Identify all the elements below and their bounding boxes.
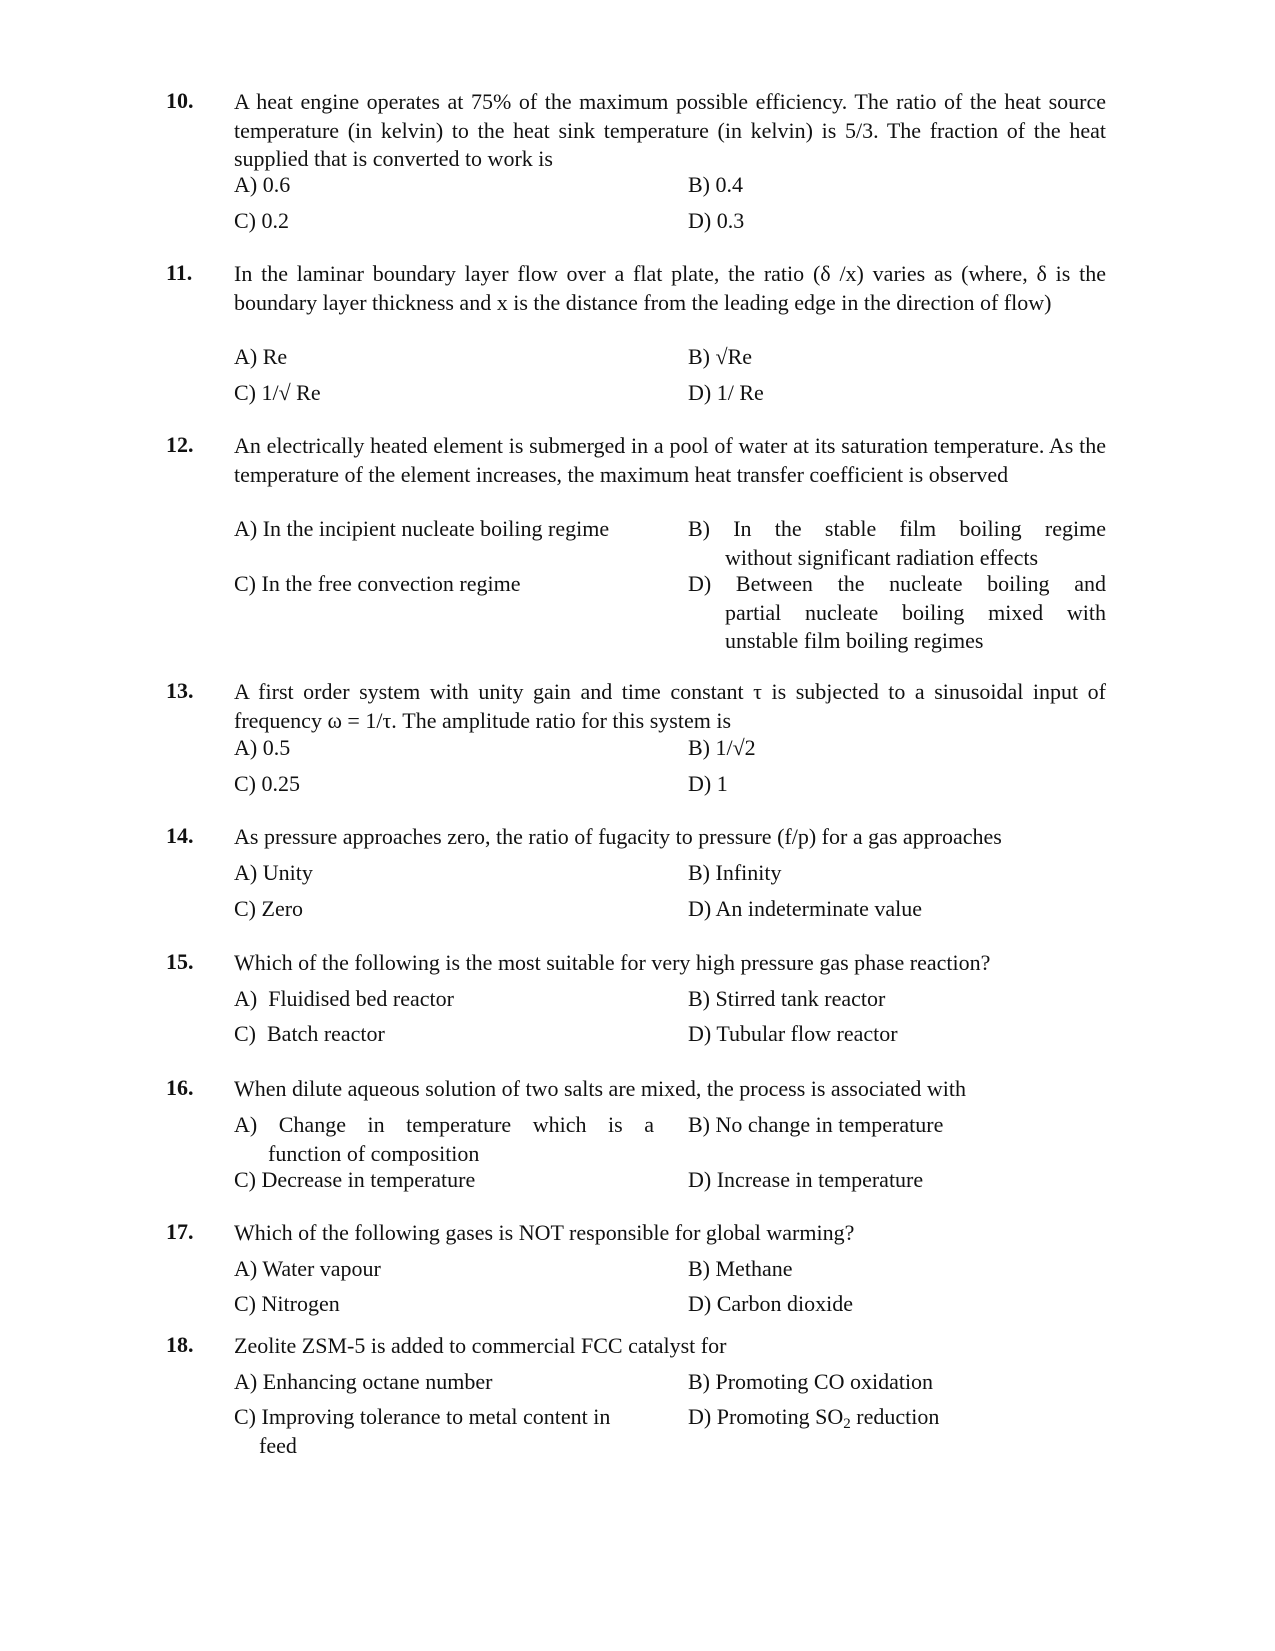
- option-a: A) In the incipient nucleate boiling regime: [234, 516, 610, 541]
- question-text: A heat engine operates at 75% of the maximum possible efficiency. The ratio of the heat source temperature (in kelvin) to the heat sink temperature (in kelvin) is 5/3. The fraction of the heat supplied that is converted to work is: [234, 89, 1106, 171]
- question-number: 14.: [166, 823, 194, 848]
- option-a: A) 0.6: [234, 172, 291, 197]
- option-a: A) 0.5: [234, 735, 291, 760]
- option-a: [234, 1111, 654, 1168]
- option-b: [688, 515, 1106, 572]
- question-number: 17.: [166, 1219, 194, 1244]
- option-c: C) Nitrogen: [234, 1291, 340, 1316]
- option-c: C) Decrease in temperature: [234, 1167, 476, 1192]
- option-a: A) Re: [234, 344, 288, 369]
- subscript-2: 2: [843, 1416, 851, 1432]
- option-b: B) 0.4: [688, 172, 743, 197]
- question-number: 10.: [166, 88, 194, 113]
- question-number: 11.: [166, 260, 193, 285]
- question-text: When dilute aqueous solution of two salts are mixed, the process is associated with: [234, 1076, 966, 1101]
- question-number: 15.: [166, 949, 194, 974]
- option-d: [688, 1403, 1106, 1432]
- option-c: C) In the free convection regime: [234, 571, 521, 596]
- option-b-rest: without significant radiation effects: [725, 544, 1039, 570]
- option-c-rest: feed: [259, 1432, 297, 1458]
- option-c: C) Batch reactor: [234, 1021, 385, 1046]
- option-a-lead: A) Change in temperature which is a: [234, 1112, 654, 1137]
- option-d: D) 1/ Re: [688, 380, 764, 405]
- option-a: A) Enhancing octane number: [234, 1369, 493, 1394]
- option-d-text: D) Promoting SO: [688, 1404, 844, 1429]
- option-d-text-end: reduction: [850, 1404, 940, 1429]
- option-a-rest: function of composition: [268, 1140, 480, 1166]
- option-b: B) Methane: [688, 1256, 793, 1281]
- option-d: D) Tubular flow reactor: [688, 1021, 898, 1046]
- option-d: D) An indeterminate value: [688, 896, 922, 921]
- question-text: In the laminar boundary layer flow over a flat plate, the ratio (δ /x) varies as (where, δ is the boundary layer thickness and x is the distance from the leading edge in the direction of flow): [234, 261, 1106, 315]
- question-text: Which of the following gases is NOT responsible for global warming?: [234, 1220, 855, 1245]
- option-b: B) No change in temperature: [688, 1112, 944, 1137]
- option-d: D) 0.3: [688, 208, 745, 233]
- option-a: A) Water vapour: [234, 1256, 381, 1281]
- option-c: C) Zero: [234, 896, 304, 921]
- option-b-lead: B) In the stable film boiling regime: [688, 516, 1106, 541]
- option-d: D) Carbon dioxide: [688, 1291, 853, 1316]
- option-a: A) Unity: [234, 860, 313, 885]
- option-c: [234, 1403, 664, 1460]
- option-d-lead: D) Between the nucleate boiling and: [688, 571, 1106, 596]
- option-b: B) 1/√2: [688, 735, 756, 760]
- question-number: 16.: [166, 1075, 194, 1100]
- question-number: 18.: [166, 1332, 194, 1357]
- option-b: B) Promoting CO oxidation: [688, 1369, 934, 1394]
- option-c-lead: C) Improving tolerance to metal content in: [234, 1404, 611, 1429]
- question-text: Which of the following is the most suitable for very high pressure gas phase reaction?: [234, 950, 991, 975]
- question-text: A first order system with unity gain and time constant τ is subjected to a sinusoidal input of frequency ω = 1/τ. The amplitude ratio for this system is: [234, 679, 1106, 733]
- option-a: A) Fluidised bed reactor: [234, 986, 454, 1011]
- option-c: C) 0.25: [234, 771, 300, 796]
- option-d: [688, 570, 1106, 656]
- option-b: B) Infinity: [688, 860, 782, 885]
- option-b: B) Stirred tank reactor: [688, 986, 886, 1011]
- question-number: 13.: [166, 678, 194, 703]
- option-b: B) √Re: [688, 344, 753, 369]
- question-text: Zeolite ZSM-5 is added to commercial FCC catalyst for: [234, 1333, 727, 1358]
- question-number: 12.: [166, 432, 194, 457]
- question-text: An electrically heated element is submerged in a pool of water at its saturation temperature. As the temperature of the element increases, the maximum heat transfer coefficient is observed: [234, 433, 1106, 487]
- option-c: C) 1/√ Re: [234, 380, 321, 405]
- option-d-rest: partial nucleate boiling mixed with unstable film boiling regimes: [725, 599, 1106, 653]
- option-d: D) 1: [688, 771, 728, 796]
- option-d: D) Increase in temperature: [688, 1167, 924, 1192]
- question-text: As pressure approaches zero, the ratio of fugacity to pressure (f/p) for a gas approaches: [234, 824, 1002, 849]
- option-c: C) 0.2: [234, 208, 289, 233]
